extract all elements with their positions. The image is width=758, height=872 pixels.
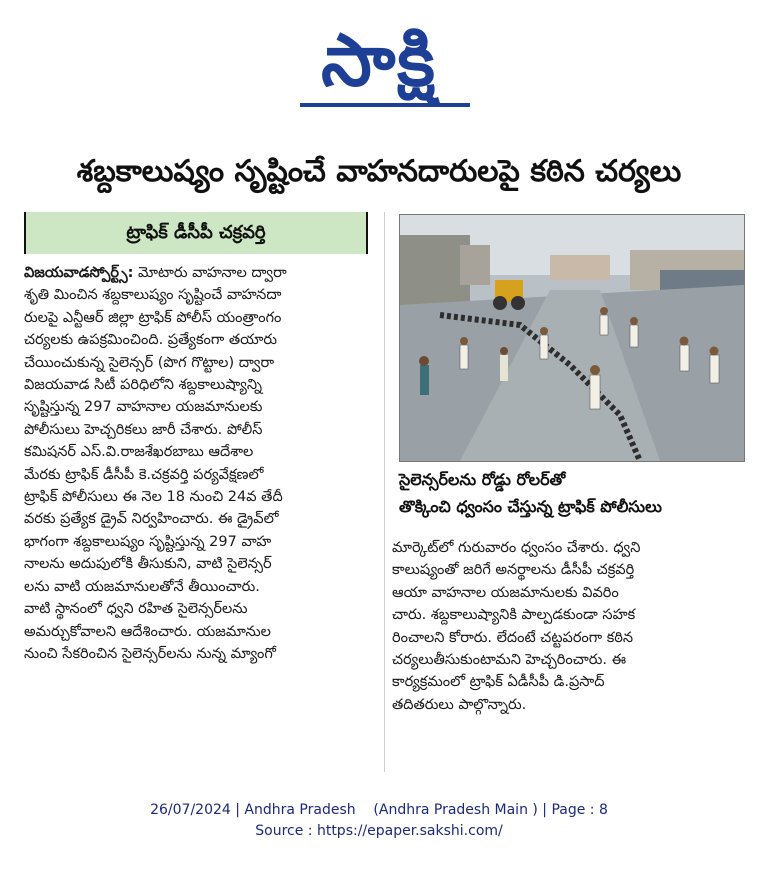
body-line: వాటి స్థానంలో ధ్వని రహిత సైలెన్సర్‌లను [24,601,248,618]
caption-line: సైలెన్సర్‌లను రోడ్డు రోలర్‌తో [399,470,566,489]
body-line: రించాలని కోరారు. లేదంటే చట్టపరంగా కఠిన [392,629,634,646]
body-line: కమిషనర్ ఎస్.వి.రాజశేఖరబాబు ఆదేశాల [24,444,254,461]
article-headline: శబ్దకాలుష్యం సృష్టించే వాహనదారులపై కఠిన చర్యలు [76,154,682,189]
body-line: విజయవాడ సిటీ పరిధిలోని శబ్దకాలుష్యాన్ని [24,377,262,394]
body-line: నుంచి సేకరించిన సైలెన్సర్‌లను నున్న మ్యాంగో [24,645,276,662]
body-line: మేరకు ట్రాఫిక్ డీసీపీ కె.చక్రవర్తి పర్యవేక్షణలో [24,466,264,483]
body-line: ట్రాఫిక్ పోలీసులు ఈ నెల 18 నుంచి 24వ తేదీ [24,489,283,506]
logo-underline [300,103,470,107]
body-line: పోలీసులు హెచ్చరికలు జారీ చేశారు. పోలీస్ [24,421,263,438]
column-divider [384,212,385,772]
body-line: మార్కెట్‌లో గురువారం ధ్వంసం చేశారు. ధ్వని [392,540,641,556]
body-line: వరకు ప్రత్యేక డ్రైవ్ నిర్వహించారు. ఈ డ్రైవ్‌లో [24,511,279,528]
body-line: రులపై ఎన్టీఆర్ జిల్లా ట్రాఫిక్ పోలీస్ యంత్రాంగం [24,309,282,326]
body-line: కార్యక్రమంలో ట్రాఫిక్ ఏడీసీపీ డి.ప్రసాద్ [392,674,605,691]
body-line: కాలుష్యంతో జరిగే అనర్థాలను డీసీపీ చక్రవర్తి [392,562,635,579]
article-body-right [392,537,742,716]
caption-line: తొక్కించి ధ్వంసం చేస్తున్న ట్రాఫిక్ పోలీసులు [399,497,662,516]
body-line: శృతి మించిన శబ్దకాలుష్యం సృష్టించే వాహనదా [24,287,282,304]
footer-source-link[interactable]: Source : https://epaper.sakshi.com/ [255,823,503,839]
article-body-left [24,262,374,665]
article-byline: ట్రాఫిక్ డీసీపీ చక్రవర్తి [24,212,368,254]
road-roller-scene-image [400,215,744,461]
body-line: భాగంగా శబ్దకాలుష్యం సృష్టిస్తున్న 297 వాహ [24,533,272,550]
body-line: చర్యలకు ఉపక్రమించింది. ప్రత్యేకంగా తయారు [24,332,278,349]
dateline: విజయవాడస్పోర్ట్స్: [24,265,134,281]
body-line: చర్యలుతీసుకుంటామని హెచ్చరించారు. ఈ [392,652,626,669]
masthead-logo: సాక్షి [321,18,437,102]
body-line: చారు. శబ్దకాలుష్యానికి పాల్పడకుండా సహక [392,607,636,624]
body-line: సృష్టిస్తున్న 297 వాహనాల యజమానులకు [24,399,263,416]
body-line: విజయవాడస్పోర్ట్స్: మోటారు వాహనాల ద్వారా [24,265,287,281]
photo-caption [399,466,743,520]
body-line: ఆయా వాహనాల యజమానులకు వివరిం [392,584,619,601]
body-line: అమర్చుకోవాలని ఆదేశించారు. యజమానుల [24,623,271,640]
body-line: లను వాటి యజమానులతోనే తీయించారు. [24,578,260,595]
footer-edition-info: 26/07/2024 | Andhra Pradesh (Andhra Pradesh Main ) | Page : 8 [150,802,608,818]
news-photo [399,214,745,462]
page-footer [0,800,758,842]
body-line: తదితరులు పాల్గొన్నారు. [392,696,527,713]
body-line: చేయించుకున్న సైలెన్సర్ (పొగ గొట్టాల) ద్వారా [24,354,275,371]
body-line: నాలను అదుపులోకి తీసుకుని, వాటి సైలెన్సర్ [24,556,272,573]
